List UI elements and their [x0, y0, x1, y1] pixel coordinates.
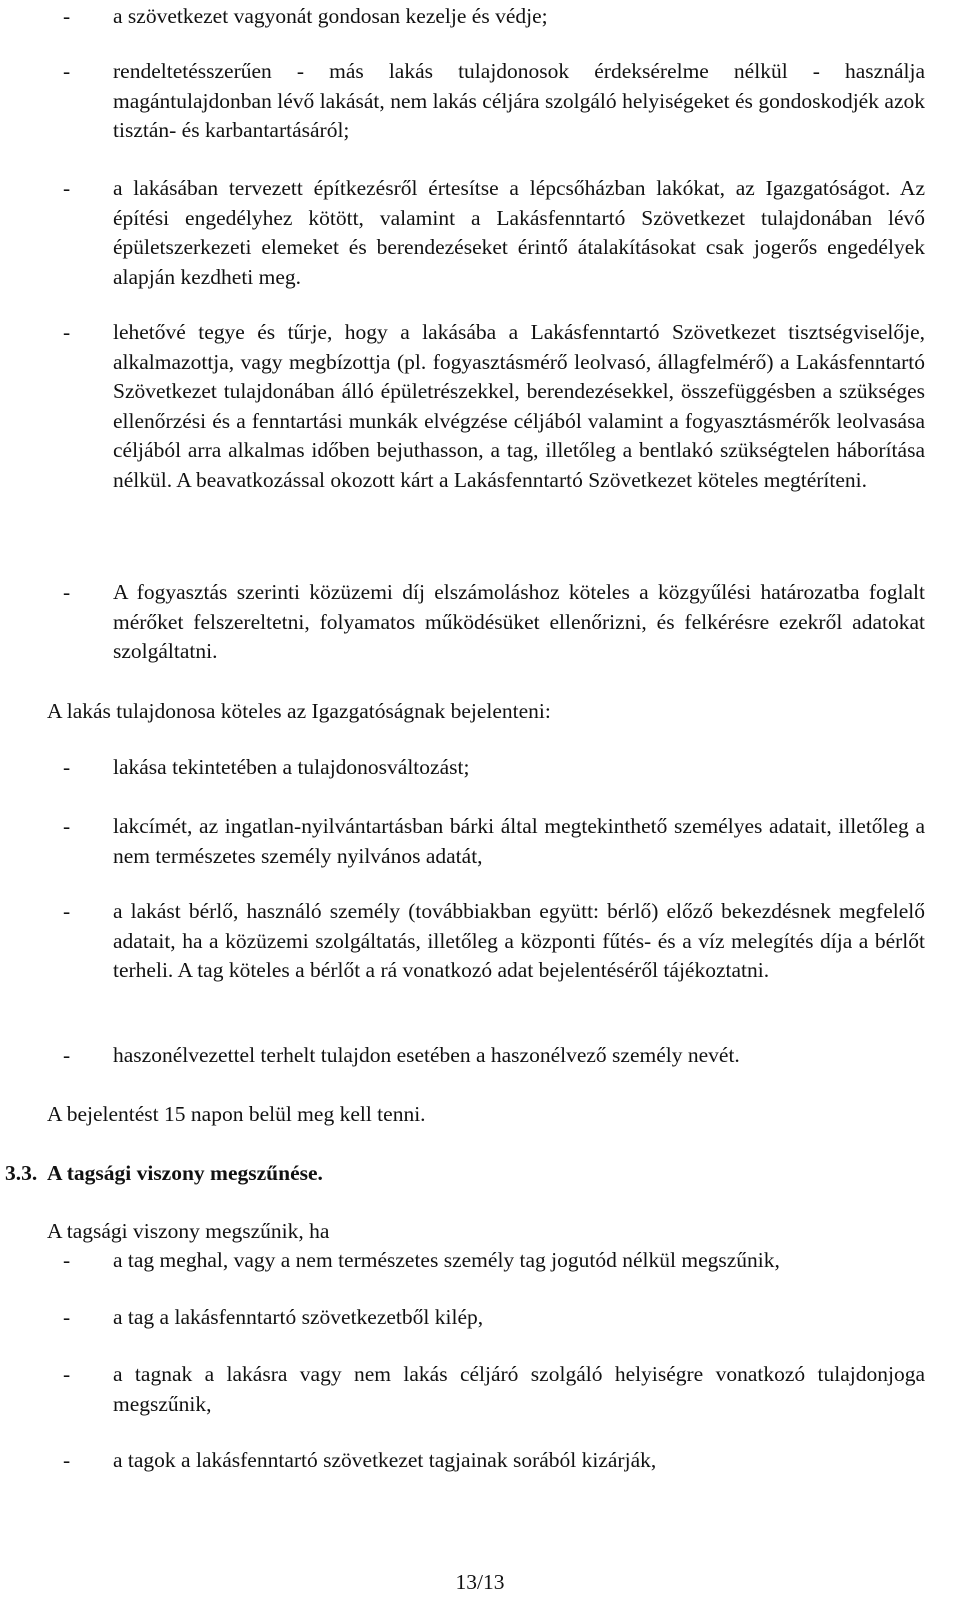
- list-item-text: a tag a lakásfenntartó szövetkezetből kilép,: [113, 1305, 484, 1329]
- list-item: [65, 1446, 925, 1476]
- section-heading: [5, 1159, 323, 1189]
- bullet-dash: -: [63, 1448, 71, 1472]
- section-number: 3.3.: [5, 1161, 38, 1185]
- list-item: [65, 753, 925, 783]
- bullet-dash: -: [63, 4, 71, 28]
- notify-intro: A lakás tulajdonosa köteles az Igazgatóságnak bejelenteni:: [47, 699, 551, 723]
- list-item: [65, 578, 925, 667]
- bullet-dash: -: [63, 1043, 71, 1067]
- bullet-dash: -: [63, 1305, 71, 1329]
- list-item-text: a tag meghal, vagy a nem természetes személy tag jogutód nélkül megszűnik,: [113, 1248, 780, 1272]
- list-item-text: lakcímét, az ingatlan-nyilvántartásban bárki által megtekinthető személyes adatait, illetőleg a nem természetes személy nyilvános adatát,: [113, 814, 925, 868]
- list-item-text: a tagok a lakásfenntartó szövetkezet tagjainak sorából kizárják,: [113, 1448, 657, 1472]
- bullet-dash: -: [63, 176, 71, 200]
- list-item-text: lakása tekintetében a tulajdonosváltozást;: [113, 755, 470, 779]
- list-item: [65, 1360, 925, 1419]
- list-item-text: a szövetkezet vagyonát gondosan kezelje és védje;: [113, 4, 548, 28]
- deadline-text: A bejelentést 15 napon belül meg kell tenni.: [47, 1102, 426, 1126]
- bullet-dash: -: [63, 580, 71, 604]
- bullet-dash: -: [63, 59, 71, 83]
- list-item: [65, 318, 925, 495]
- page-number: 13/13: [455, 1570, 505, 1594]
- bullet-dash: -: [63, 320, 71, 344]
- bullet-dash: -: [63, 814, 71, 838]
- bullet-dash: -: [63, 1248, 71, 1272]
- list-item-text: haszonélvezettel terhelt tulajdon esetében a haszonélvező személy nevét.: [113, 1043, 740, 1067]
- list-item-text: A fogyasztás szerinti közüzemi díj elszámoláshoz köteles a közgyűlési határozatba foglalt mérőket felszereltetni, folyamatos működésüket ellenőrizni, és felkérésre ezekről adatokat szolgáltatni.: [113, 580, 925, 663]
- list-item: [65, 1246, 925, 1276]
- bullet-dash: -: [63, 755, 71, 779]
- bullet-dash: -: [63, 899, 71, 923]
- list-item-text: a lakásában tervezett építkezésről értesítse a lépcsőházban lakókat, az Igazgatóságot. Az építési engedélyhez kötött, valamint a Lakásfenntartó Szövetkezet tulajdonában lévő épületszerkezeti elemeket és berendezéseket érintő átalakításokat csak jogerős engedélyek alapján kezdheti meg.: [113, 176, 925, 289]
- list-item: [65, 2, 925, 32]
- list-item: [65, 1303, 925, 1333]
- list-item-text: a lakást bérlő, használó személy (továbbiakban együtt: bérlő) előző bekezdésnek megfelelő adatait, ha a közüzemi szolgáltatás, illetőleg a központi fűtés- és a víz melegítés díja a bérlőt terheli. A tag köteles a bérlőt a rá vonatkozó adat bejelentéséről tájékoztatni.: [113, 899, 925, 982]
- end-intro: A tagsági viszony megszűnik, ha: [47, 1219, 330, 1243]
- list-item-text: lehetővé tegye és tűrje, hogy a lakásába a Lakásfenntartó Szövetkezet tisztségviselője, alkalmazottja, vagy megbízottja (pl. fogyasztásmérő leolvasó, állagfelmérő) a Lakásfenntartó Szövetkezet tulajdonában álló épületrészekkel, berendezésekkel, összefüggésben a szükséges ellenőrzési és a fenntartási munkák elvégzése céljából valamint a fogyasztásmérők leolvasása céljából arra alkalmas időben bejuthasson, a tag, illetőleg a bentlakó szükségtelen háborítása nélkül. A beavatkozással okozott kárt a Lakásfenntartó Szövetkezet köteles megtéríteni.: [113, 320, 925, 492]
- section-title: A tagsági viszony megszűnése.: [47, 1161, 323, 1185]
- list-item: [65, 57, 925, 146]
- list-item-text: rendeltetésszerűen - más lakás tulajdonosok érdeksérelme nélkül - használja magántulajdonban lévő lakását, nem lakás céljára szolgáló helyiségeket és gondoskodjék azok tisztán- és karbantartásáról;: [113, 59, 925, 142]
- list-item: [65, 1041, 925, 1071]
- list-item: [65, 812, 925, 871]
- bullet-dash: -: [63, 1362, 71, 1386]
- list-item-text: a tagnak a lakásra vagy nem lakás céljáró szolgáló helyiségre vonatkozó tulajdonjoga megszűnik,: [113, 1362, 925, 1416]
- list-item: [65, 897, 925, 986]
- list-item: [65, 174, 925, 292]
